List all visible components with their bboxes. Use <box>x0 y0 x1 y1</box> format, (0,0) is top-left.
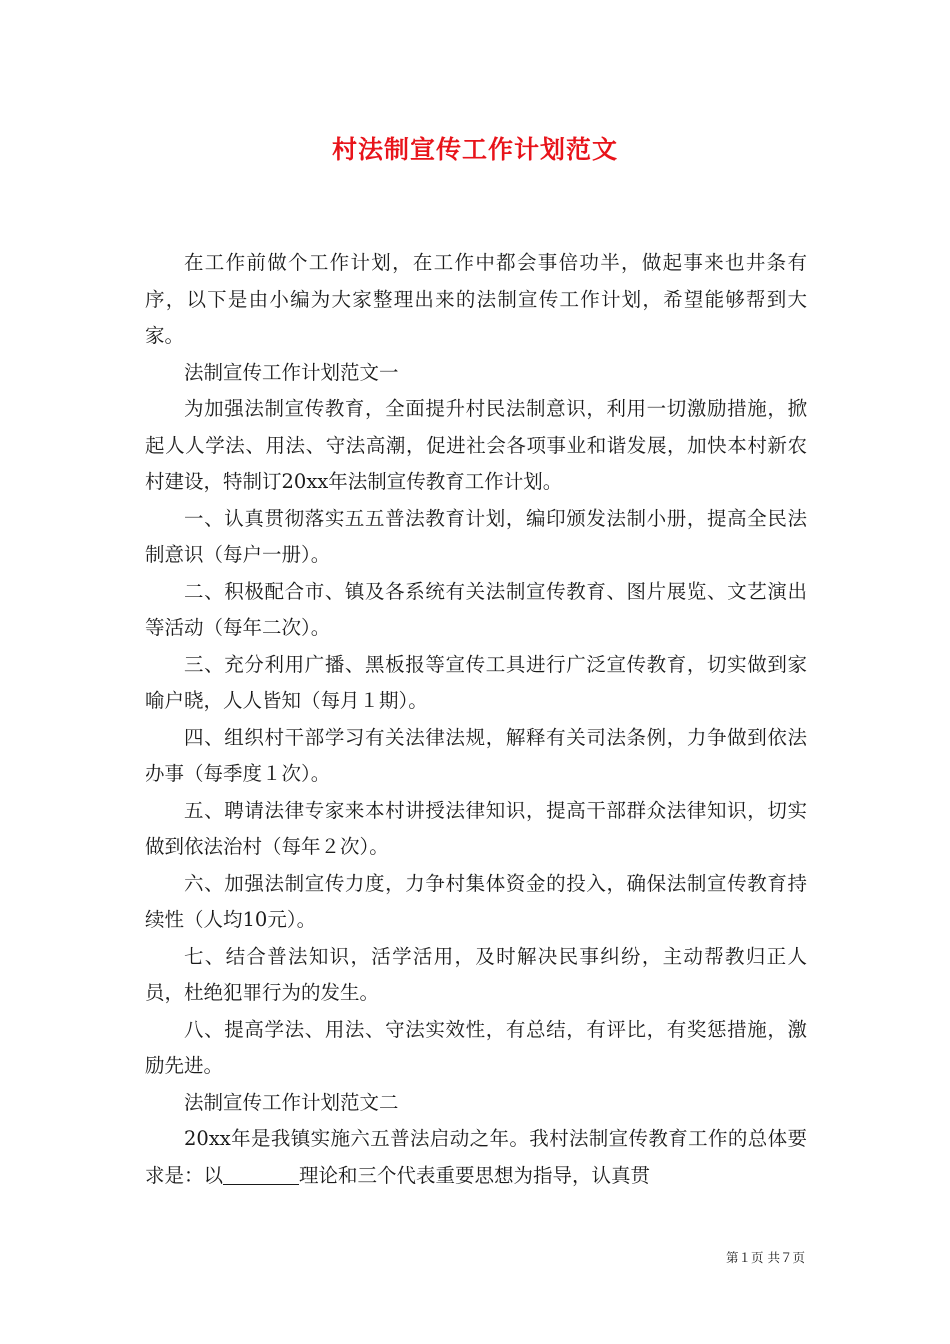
paragraph-item-4: 四、组织村干部学习有关法律法规，解释有关司法条例，力争做到依法办事（每季度１次）。 <box>145 725 807 785</box>
paragraph-item-7: 七、结合普法知识，活学活用，及时解决民事纠纷，主动帮教归正人员，杜绝犯罪行为的发生。 <box>145 944 807 1004</box>
paragraph-2011-intro <box>145 1121 807 1194</box>
paragraph-purpose: 为加强法制宣传教育，全面提升村民法制意识，利用一切激励措施，掀起人人学法、用法、守法高潮，促进社会各项事业和谐发展，加快本村新农村建设，特制订20xx年法制宣传教育工作计划。 <box>145 397 807 493</box>
section-heading-two: 法制宣传工作计划范文二 <box>184 1090 399 1114</box>
paragraph-item-8: 八、提高学法、用法、守法实效性，有总结，有评比，有奖惩措施，激励先进。 <box>145 1017 807 1077</box>
document-title: 村法制宣传工作计划范文 <box>331 135 618 164</box>
fill-in-blank <box>223 1164 299 1185</box>
paragraph-item-1: 一、认真贯彻落实五五普法教育计划，编印颁发法制小册，提高全民法制意识（每户一册）。 <box>145 506 807 566</box>
paragraph-text-before-blank: 20xx年是我镇实施六五普法启动之年。我村法制宣传教育工作的总体要求是：以 <box>145 1127 807 1187</box>
section-heading-one: 法制宣传工作计划范文一 <box>184 360 399 384</box>
page-number: 第１页 共７页 <box>726 1250 805 1265</box>
paragraph-item-2: 二、积极配合市、镇及各系统有关法制宣传教育、图片展览、文艺演出等活动（每年二次）。 <box>145 579 807 639</box>
paragraph-item-3: 三、充分利用广播、黑板报等宣传工具进行广泛宣传教育，切实做到家喻户晓，人人皆知（每月１期）。 <box>145 652 807 712</box>
paragraph-item-6: 六、加强法制宣传力度，力争村集体资金的投入，确保法制宣传教育持续性（人均10元）。 <box>145 871 807 931</box>
paragraph-text-after-blank: 理论和三个代表重要思想为指导，认真贯 <box>299 1163 651 1187</box>
document-body <box>145 245 807 1194</box>
paragraph-item-5: 五、聘请法律专家来本村讲授法律知识，提高干部群众法律知识，切实做到依法治村（每年２次）。 <box>145 798 807 858</box>
intro-paragraph: 在工作前做个工作计划，在工作中都会事倍功半，做起事来也井条有序，以下是由小编为大家整理出来的法制宣传工作计划，希望能够帮到大家。 <box>145 251 807 347</box>
